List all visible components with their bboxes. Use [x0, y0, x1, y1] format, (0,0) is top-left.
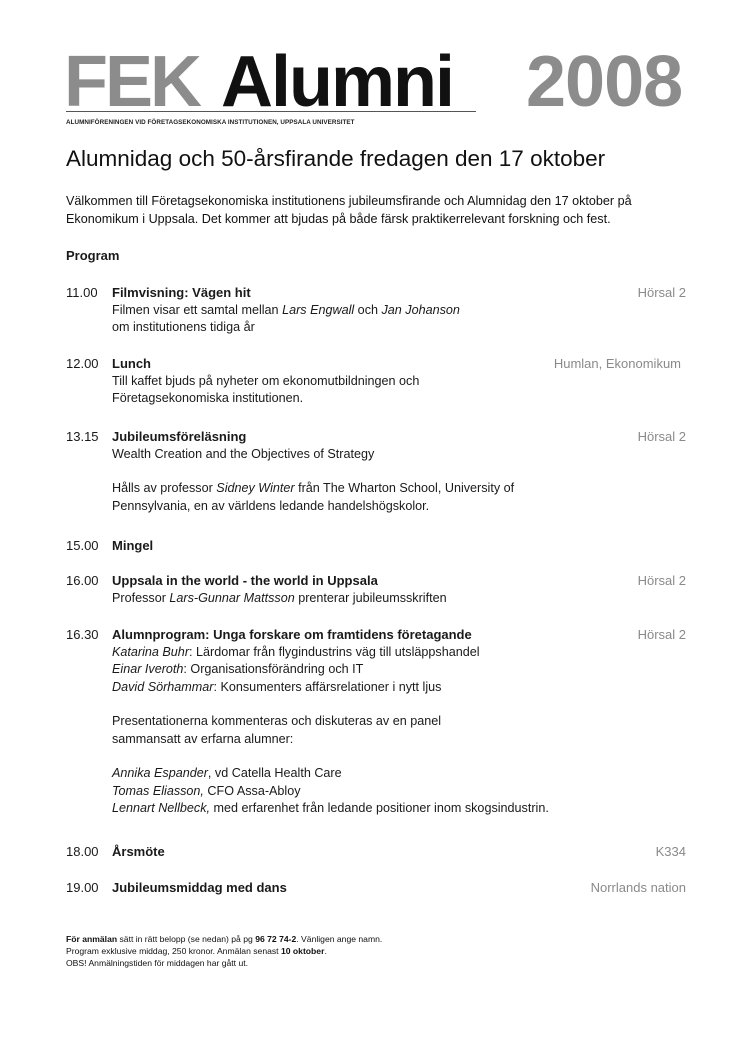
logo-alumni: Alumni — [221, 42, 453, 122]
logo-year: 2008 — [526, 42, 683, 122]
page-title: Alumnidag och 50-årsfirande fredagen den 17 oktober — [66, 146, 606, 171]
item-title: Jubileumsmiddag med dans — [112, 880, 287, 895]
item-line: Till kaffet bjuds på nyheter om ekonomutbildningen och — [112, 373, 420, 388]
item-time: 19.00 — [66, 880, 99, 895]
item-time: 15.00 — [66, 538, 99, 553]
program-item — [66, 843, 686, 861]
item-line: Hålls av professor Sidney Winter från The Wharton School, University of — [112, 481, 515, 495]
program-item — [66, 626, 686, 818]
item-title: Mingel — [112, 538, 154, 553]
item-title: Jubileumsföreläsning — [112, 429, 247, 444]
item-venue: Hörsal 2 — [637, 285, 686, 300]
item-time: 11.00 — [66, 285, 98, 300]
item-line: Lennart Nellbeck, med erfarenhet från ledande positioner inom skogsindustrin. — [112, 801, 549, 815]
item-line: Professor Lars-Gunnar Mattsson prenterar jubileumsskriften — [112, 590, 447, 605]
program-item — [66, 537, 686, 555]
item-time: 16.30 — [66, 627, 99, 642]
item-venue: Hörsal 2 — [637, 627, 686, 642]
program-item — [66, 355, 686, 408]
item-line: Wealth Creation and the Objectives of Strategy — [112, 446, 375, 461]
item-line: Annika Espander, vd Catella Health Care — [112, 766, 342, 780]
intro-paragraph: Välkommen till Företagsekonomiska institutionens jubileumsfirande och Alumnidag den 17 oktober på Ekonomikum i Uppsala. Det kommer att bjudas på både färsk praktikerrelevant forskning och fest. — [66, 194, 632, 226]
item-line: Filmen visar ett samtal mellan Lars Engwall och Jan Johanson — [112, 302, 460, 317]
program-item — [66, 284, 686, 337]
item-line: Presentationerna kommenteras och diskuteras av en panel — [112, 714, 442, 728]
item-line: Pennsylvania, en av världens ledande handelshögskolor. — [112, 498, 430, 513]
item-line: Katarina Buhr: Lärdomar från flygindustrins väg till utsläppshandel — [112, 644, 480, 659]
logo-subtitle: ALUMNIFÖRENINGEN VID FÖRETAGSEKONOMISKA INSTITUTIONEN, UPPSALA UNIVERSITET — [66, 119, 355, 126]
program-heading: Program — [66, 248, 120, 263]
item-venue: Humlan, Ekonomikum — [553, 356, 681, 371]
program-item — [66, 572, 686, 607]
item-time: 18.00 — [66, 844, 99, 859]
item-title: Uppsala in the world - the world in Uppsala — [112, 573, 378, 588]
item-line: David Sörhammar: Konsumenters affärsrelationer i nytt ljus — [112, 679, 442, 694]
item-venue: K334 — [655, 844, 686, 859]
program-item — [66, 879, 686, 897]
item-line: om institutionens tidiga år — [112, 320, 255, 334]
item-title: Filmvisning: Vägen hit — [112, 285, 251, 300]
logo-fek: FEK — [64, 42, 199, 122]
item-venue: Hörsal 2 — [637, 573, 686, 588]
item-line: Företagsekonomiska institutionen. — [112, 391, 304, 405]
item-title: Alumnprogram: Unga forskare om framtidens företagande — [112, 627, 472, 642]
item-title: Årsmöte — [112, 844, 165, 859]
item-time: 13.15 — [66, 429, 99, 444]
item-line: Tomas Eliasson, CFO Assa-Abloy — [112, 783, 301, 798]
item-line: sammansatt av erfarna alumner: — [112, 731, 294, 746]
logo-divider — [66, 111, 476, 112]
item-time: 16.00 — [66, 573, 99, 588]
footer-line: OBS! Anmälningstiden för middagen har gått ut. — [66, 958, 249, 968]
footer-line: Program exklusive middag, 250 kronor. Anmälan senast 10 oktober. — [66, 946, 327, 956]
item-venue: Hörsal 2 — [637, 429, 686, 444]
item-title: Lunch — [112, 356, 151, 371]
footer-line: För anmälan sätt in rätt belopp (se nedan) på pg 96 72 74-2. Vänligen ange namn. — [66, 934, 383, 944]
program-item — [66, 428, 686, 515]
item-venue: Norrlands nation — [590, 880, 686, 895]
item-time: 12.00 — [66, 356, 99, 371]
item-line: Einar Iveroth: Organisationsförändring och IT — [112, 662, 364, 676]
registration-info — [66, 933, 382, 969]
